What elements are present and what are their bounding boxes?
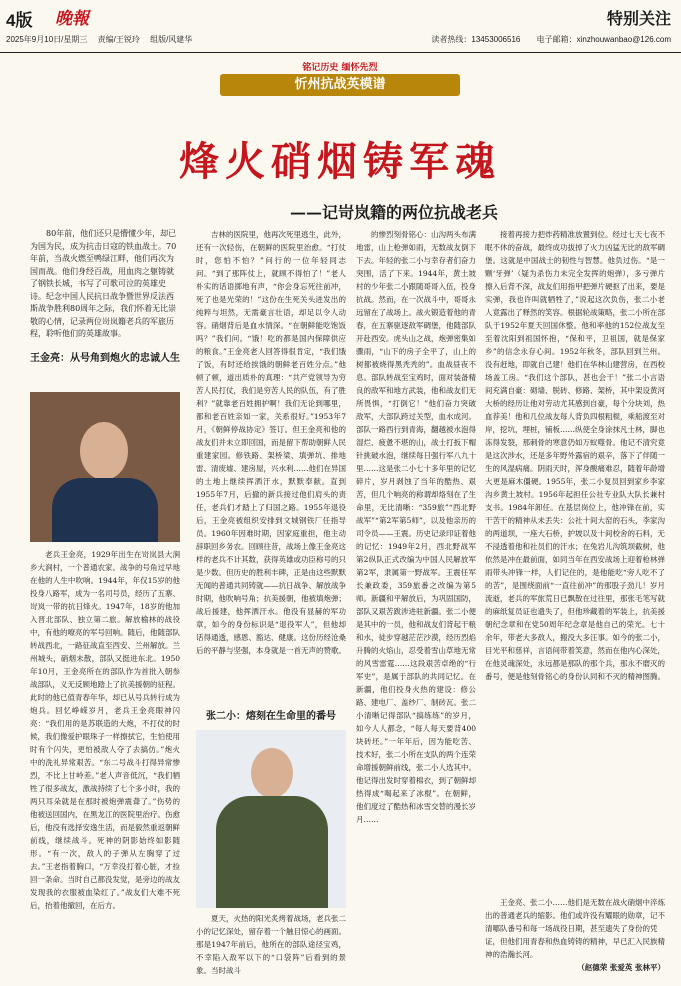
photo-wang-jinliang <box>30 392 180 542</box>
banner-label: 忻州抗战英模谱 <box>220 74 460 96</box>
column-3: 的惨烈刻骨铭心：山沟两头布满地雷，山上枪弹如雨，无数战友倒下下去。年轻的张二小与幸存者们奋力突围，活了下来。1944年，黄土坡村的少年张二小跟随哥哥入伍，投身抗战。然而，在一次战斗中，哥哥永远留在了战场上。战火锻造着他的青春，在五寨驱逐敌军碉堡，他随部队开赴西安。虎头山之战，炮弹密集如骤雨，“山下的房子全平了，山上的树都被烧得黑秃秃的”。血战昼夜不息。部队转战至宝鸡时，面对装备精良的敌军和地方武装，他和战友们无所畏惧，“打倒它！”他们奋力突破敌军，大部队跨过关型，血水成河。部队一路西行到青海，翻越被水泡得湿烂、疲惫不堪的山，战士打扳下帽针挑破水泡，继续每日强行军八九十里……这是张二小七十多年里的记忆碎片，岁月剥蚀了当年的酷热、艰苦，但几个响亮的称谓却烙刻在了生命里，无比清晰：“359旅”“西北野战军”“第2军第5师”，以及他亲历的司令员——王震。历史记录印证着他的记忆：1949年2月，西北野战军第2纵队正式改编为中国人民解放军第2军，隶属第一野战军。王震任军长兼政委，359旅番之改编为第5师。新疆和平解放后，为巩固国防，部队又艰苦跋涉进驻新疆。张二小便是其中的一员，他和战友们背起干粮和水，徒步穿越茫茫沙漠，经历烈焰升腾的火焰山，忍受着雪山草地无常的风雪雷霆……这段艰苦卓绝的“行军史”，是属于部队的共同记忆。在新疆，他们投身火热的建设：修公路、建电厂、盖纱厂、制砖瓦。张二小清晰记得部队“搞练练”的岁月，如今人人都念，“每人每天要背400块砖坯。”一年年后，因为能吃苦、技术好，张二小所在支队的两个连荣命增援朝鲜前线，张二小人选其中。他记得出发时穿着棉衣，到了朝鲜却热得成“喝起来了冰棍”。在朝鲜，他们度过了酷热和冰雪交替的漫长岁月…… <box>356 230 476 824</box>
subheadline: ——记岢岚籍的两位抗战老兵 <box>290 203 499 222</box>
column-1: 老兵王金亮，1929年出生在岢岚县大涧乡大涧村，一个普通农家。战争的号角过早地在他的人生中吹响。1944年，年仅15岁的他投身八路军，成为一名司号员，经历了五寨、岢岚一带的抗日烽火。1947年，18岁的他加入晋北部队、独立第二旅。解放榆林的战役中，有他的嘹亮的军号回响。随后，他随部队转战西北，一路征战直至西安、兰州解放。兰州城头，硝烟未散，部队又挺进东北。1950年10月，王金亮所在的部队作为首批入朝参战部队，义无反顾地踏上了抗美援朝的征程。此时的他已值青春年华，却已从号兵转行成为炮兵。回忆峥嵘岁月，老兵王金亮眼神闪亮：“我们用的是苏联造的大炮，不打仗的时候，我们像爱护眼珠子一样擦拭它，生怕使用时有个闪失，更怕被敌人夺了去搞仿。”炮火中的洗礼异常艰苦。“东二号战斗打得异常惨烈，不比上甘岭差。”老人声音低沉，“我们牺牲了很多战友，激战持续了七个多小时，我的两只耳朵就是在那时被炮弹震聋了。”伤势的他被送回国内，在黑龙江的医院里治疗。伤愈后，他没有选择安逸生活，而是毅然重返朝鲜前线，继续战斗。死神的阴影始终如影随形。“有一次，敌人的子弹从左胸穿了过去。”王老指着胸口，“万幸没打着心脏，才捡回一条命。当时自己都没发觉，是旁边的战友发现我的衣服被血染红了。”战友们大难不死后，抬着他撤回，在后方。 <box>30 550 180 910</box>
issue-meta <box>6 34 200 45</box>
column-2: 吉林的医院里，他再次死里逃生，此外，还有一次轻伤，在朝鲜的医院里治愈。“打仗时，您怕不怕？”问行的一位年轻同志问。“到了那阵仗上，就顾不得怕了！”老人朴实的话语掷地有声，“你会身忘死往前冲，死了也是光荣的！”这份在生死关头迸发出的纯粹与坦然，无需豪言壮语，却足以令人动容。硝烟背后是血水情深。“在朝鲜能吃饱饭吗？”我们问。“饿！吃的都是国内保障供应的粮食。”王金亮老人回答得很肯定，“我们饿了饭，有时还给挨饿的朝鲜老百姓分点。”他顿了顿，道出质朴的真理：“共产党领导为穷苦人民打仗，我们是穷苦人民的队伍，有了胜利？”就靠老百姓拥护啊！我们无论到哪里，都和老百姓亲如一家，关系很好。”1953年7月，《朝鲜停战协定》签订。但王金亮和他的战友们并未立即回国，而是留下帮助朝鲜人民重建家园。修铁路、架桥梁、填弹坑、排地雷、清废墟、建房屋，兴水利……他们在异国的土地上继续挥洒汗水，默默奉献。直到1955年7月，后撤的新兵接过他们肩头的责任，老兵们才踏上了归国之路。1955年退役后，王金亮被组织安排到文城钢铁厂任指导员。1960年因难时期，因家庭重担，他主动辞职回乡务农。回顾往昔，战场上像王金亮这样的老兵不计其数，获得英雄或功臣称号的只是少数。但历史的胜利丰碑，正是由这些默默无闻的普通共同铸就——抗日战争、解放战争时期，他吹响号角；抗美援朝，他被填炮弹；战后援建，他挥洒汗水。他没有显赫的军功章，如今的身份标识是“退役军人”，但他却话得通透，感恩、豁达、健康。这份历经沧桑后的平静与坚强，本身就是一首无声的赞歌。 <box>196 230 346 655</box>
reader-hotline: 读者热线：13453006516 <box>431 35 521 44</box>
column-4: 接着再接力把炸药精准放置到位。经过七天七夜不眠不休的奋战，最终成功拔掉了火力凶猛无比的敌军碉堡。这就是中国战士的韧性与智慧。他负过伤。“是一颗‘牙弹’（疑为杀伤力未完全发挥的炮弹），多亏弹片擦入后背不深，战友们用指甲把弹片硬抠了出来，要是实弹，我也许叫就牺牲了，”说起这次负伤，张二小老人竟露出了释然的笑容。根据轮战策略，张二小所在部队于1952年夏天回国休整。他和率他的152位战友至至着沈阳到祖国怀抱，“保和平，卫祖国，就是保家乡”的信念永存心间。1952年秋冬，部队回到兰州。没有赶地，即就自己建！他们在华林山建营房，在西校场盖工房。“我们这个部队，甚也会干！”张二小言语间充满自豪：砌墙、脱砖、修路、架桥，其中架设黄河大桥的经历让他对劳动尤其感到自豪，每个分块刘，热血荐美！他和几位战友每人背负四根粗棍，乘船渡至对岸，挖坑，埋桩，铺板……纵使全身涂抹凡士林，脚也冻得发裂，那刺骨的寒意仍如万蚁噬骨。他记不清究竟是这次涉水，还是多年野外露宿的艰辛，落下了伴随一生的风湿病痛。阴雨天时，浑身酸痛难忍，随着年龄增大更是麻木僵硬。1955年，张二小复员回到家乡李家沟乡黄土坡村。1956年起担任公社专业队大队长兼村支书。1984年卸任。在基层岗位上，他冲锋在前，实干苦干的精神从未丢失：公社十间大窑的石头，李家沟的两道坝，一座大石桥，护坡以及十间校舍的石料，无不浸透着他和社员们的汗水；在兔岩儿沟筑坝截树，他依然是冲在最前面，如同当年在西安战场上迎着枪林弹雨带头冲锋一样，人们记住的，是他能吃“旁人吃不了的苦”，是围绕面前“一直往前冲”的那股子劲儿！岁月流逝，老兵的军旅荒日已飘散在过往里，那张毛笔写就的麻纸复员证也遗失了，但他珍藏着的军装上，抗美援朝纪念章和在党50周年纪念章是他自己的荣光。七十余年，带老大多敌人，搬没大多汪事。如今的张二小，目光平和慈祥，言语间带着笑意，然而在他内心深处，在他灵魂深处，永远都是那队的那个兵，那永不磨灭的番号，便是他刻骨铭心的身份认同和不灭的精神图腾。 <box>485 230 665 681</box>
page-number: 4版 <box>6 11 33 30</box>
email: 电子邮箱：xinzhouwanbao@126.com <box>536 35 671 44</box>
closing-section <box>485 896 665 974</box>
section-title: 特别关注 <box>606 11 671 28</box>
section1-title: 王金亮：从号角到炮火的忠诚人生 <box>30 353 180 364</box>
headline: 烽火硝烟铸军魂 <box>179 139 501 185</box>
contact-info <box>417 34 671 45</box>
issue-date: 2025年9月10日/星期三 <box>6 35 88 44</box>
column-banner <box>220 60 460 98</box>
brand-logo: 晚報 <box>55 9 89 29</box>
authors: （赵德荣 张爱英 张林平） <box>577 963 665 972</box>
section2-title: 张二小：熔刻在生命里的番号 <box>206 711 336 722</box>
column-2b: 夏天，火热的阳光炙烤着战场，老兵张二小的记忆深处，留存着一个触目惊心的画面。那是1947年前后，他所在的部队途径宝鸡，不幸陷入敌军以下的“口袋阵”后看到的景象。当时战斗 <box>196 914 346 975</box>
layout-editor: 组版/风建华 <box>150 35 193 44</box>
intro-paragraph: 80年前，他们还只是懵懂少年，却已为国为民，成为抗击日寇的铁血战士。70年前，当战火燃至鸭绿江畔，他们再次为国而战。他们身经百战，用血肉之躯铸就了钢铁长城，书写了可歌可泣的英雄史诗。纪念中国人民抗日战争暨世界反法西斯战争胜利80周年之际，我们怀着无比崇敬的心情，记录两位岢岚籍老兵的军旅历程，聆听他们的英雄故事。 <box>30 229 177 338</box>
closing-paragraph: 王金亮、张二小……他们是无数在战火硝烟中淬炼出的普通老兵的缩影。他们或许没有耀眼的勋章，记不清哪队番号和每一场战役日期，甚至遗失了身份的凭证，但他们用青春和热血铸铸的精神，早已汇入民族精神的浩瀚长河。 <box>485 898 665 959</box>
editor: 责编/王锐玲 <box>97 35 140 44</box>
banner-slogan: 铭记历史 缅怀先烈 <box>302 63 378 73</box>
masthead <box>0 0 681 53</box>
photo-zhang-erxiao <box>196 730 346 908</box>
